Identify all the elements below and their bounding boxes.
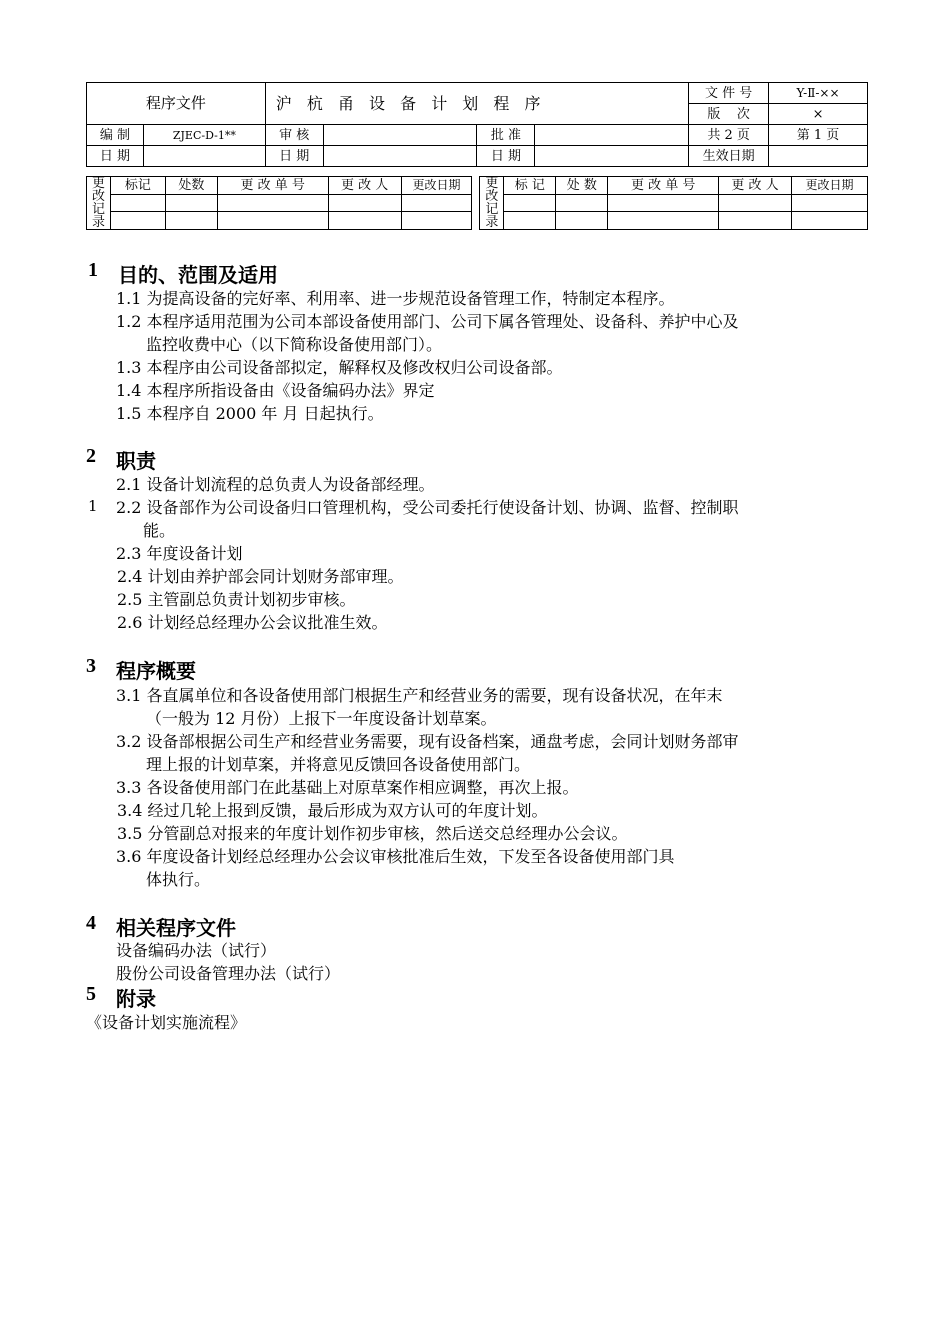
change-cell — [556, 212, 608, 230]
doc-title: 沪 杭 甬 设 备 计 划 程 序 — [265, 83, 688, 125]
file-no-label: 文 件 号 — [689, 83, 769, 104]
file-no-value: Y-Ⅱ-×× — [769, 83, 868, 104]
approve-value — [535, 125, 689, 146]
paragraph: 体执行。 — [146, 870, 211, 889]
table-gap — [472, 177, 480, 230]
change-cell — [217, 212, 328, 230]
change-cell — [504, 194, 556, 212]
col-header-mark: 标记 — [110, 177, 165, 195]
page-number: 第 1 页 — [769, 125, 868, 146]
paragraph: 2.4 计划由养护部会同计划财务部审理。 — [117, 567, 404, 586]
paragraph: （一般为 12 月份）上报下一年度设备计划草案。 — [146, 709, 497, 728]
margin-number: 1 — [88, 497, 98, 515]
change-cell — [110, 212, 165, 230]
change-cell — [791, 194, 867, 212]
change-record-side-label-left: 更 改 记 录 — [87, 177, 111, 230]
change-cell — [608, 194, 719, 212]
change-cell — [401, 212, 472, 230]
paragraph: 1.3 本程序由公司设备部拟定，解释权及修改权归公司设备部。 — [116, 358, 563, 377]
paragraph: 3.1 各直属单位和各设备使用部门根据生产和经营业务的需要，现有设备状况，在年末 — [116, 686, 723, 705]
change-record-side-label-right: 更 改 记 录 — [480, 177, 504, 230]
section-heading-4: 4 相关程序文件 — [86, 912, 236, 940]
col-header-mark-right: 标 记 — [504, 177, 556, 195]
appendix-item: 《设备计划实施流程》 — [86, 1013, 247, 1032]
change-cell — [719, 212, 792, 230]
paragraph: 理上报的计划草案，并将意见反馈回各设备使用部门。 — [146, 755, 531, 774]
date-label-2: 日 期 — [265, 146, 323, 167]
change-cell — [165, 194, 217, 212]
paragraph: 2.3 年度设备计划 — [116, 544, 243, 563]
paragraph: 2.6 计划经总经理办公会议批准生效。 — [117, 613, 388, 632]
paragraph: 能。 — [143, 521, 176, 540]
change-cell — [556, 194, 608, 212]
version-label: 版 次 — [689, 104, 769, 125]
paragraph: 1.1 为提高设备的完好率、利用率、进一步规范设备管理工作，特制定本程序。 — [116, 289, 675, 308]
doc-type: 程序文件 — [87, 83, 266, 125]
change-cell — [165, 212, 217, 230]
paragraph: 2.2 设备部作为公司设备归口管理机构，受公司委托行使设备计划、协调、监督、控制职 — [116, 498, 739, 517]
review-label: 审 核 — [265, 125, 323, 146]
paragraph: 3.3 各设备使用部门在此基础上对原草案作相应调整，再次上报。 — [116, 778, 579, 797]
approve-label: 批 准 — [477, 125, 535, 146]
col-header-count: 处数 — [165, 177, 217, 195]
change-cell — [110, 194, 165, 212]
paragraph: 1.5 本程序自 2000 年 月 日起执行。 — [116, 404, 384, 423]
change-cell — [328, 212, 401, 230]
change-cell — [791, 212, 867, 230]
col-header-change-no: 更 改 单 号 — [217, 177, 328, 195]
date-value-1 — [143, 146, 265, 167]
version-value: × — [769, 104, 868, 125]
paragraph: 3.6 年度设备计划经总经理办公会议审核批准后生效，下发至各设备使用部门具 — [116, 847, 675, 866]
paragraph: 监控收费中心（以下简称设备使用部门）。 — [146, 335, 443, 354]
col-header-count-right: 处 数 — [556, 177, 608, 195]
paragraph: 3.2 设备部根据公司生产和经营业务需要，现有设备档案，通盘考虑，会同计划财务部审 — [116, 732, 739, 751]
date-value-3 — [535, 146, 689, 167]
paragraph: 2.1 设备计划流程的总负责人为设备部经理。 — [116, 475, 435, 494]
effective-date-label: 生效日期 — [689, 146, 769, 167]
paragraph: 1.2 本程序适用范围为公司本部设备使用部门、公司下属各管理处、设备科、养护中心及 — [116, 312, 739, 331]
compiled-label: 编 制 — [87, 125, 144, 146]
paragraph: 设备编码办法（试行） — [116, 941, 277, 960]
change-cell — [401, 194, 472, 212]
section-heading-1: 1 目的、范围及适用 — [88, 259, 278, 287]
change-record-table — [86, 176, 868, 230]
col-header-changer-right: 更 改 人 — [719, 177, 792, 195]
compiled-value: ZJEC-D-1** — [143, 125, 265, 146]
section-heading-3: 3 程序概要 — [86, 655, 196, 683]
paragraph: 股份公司设备管理办法（试行） — [116, 964, 341, 983]
paragraph: 2.5 主管副总负责计划初步审核。 — [117, 590, 356, 609]
col-header-change-no-right: 更 改 单 号 — [608, 177, 719, 195]
paragraph: 1.4 本程序所指设备由《设备编码办法》界定 — [116, 381, 435, 400]
change-cell — [504, 212, 556, 230]
paragraph: 3.5 分管副总对报来的年度计划作初步审核，然后送交总经理办公会议。 — [117, 824, 628, 843]
col-header-change-date: 更改日期 — [401, 177, 472, 195]
section-heading-2: 2 职责 — [86, 445, 156, 473]
total-pages: 共 2 页 — [689, 125, 769, 146]
date-label-3: 日 期 — [477, 146, 535, 167]
effective-date-value — [769, 146, 868, 167]
change-cell — [719, 194, 792, 212]
date-label-1: 日 期 — [87, 146, 144, 167]
document-header-table — [86, 82, 868, 167]
col-header-changer: 更 改 人 — [328, 177, 401, 195]
change-cell — [608, 212, 719, 230]
col-header-change-date-right: 更改日期 — [791, 177, 867, 195]
paragraph: 3.4 经过几轮上报到反馈，最后形成为双方认可的年度计划。 — [117, 801, 548, 820]
section-heading-5: 5 附录 — [86, 983, 156, 1011]
date-value-2 — [323, 146, 477, 167]
change-cell — [217, 194, 328, 212]
change-cell — [328, 194, 401, 212]
review-value — [323, 125, 477, 146]
